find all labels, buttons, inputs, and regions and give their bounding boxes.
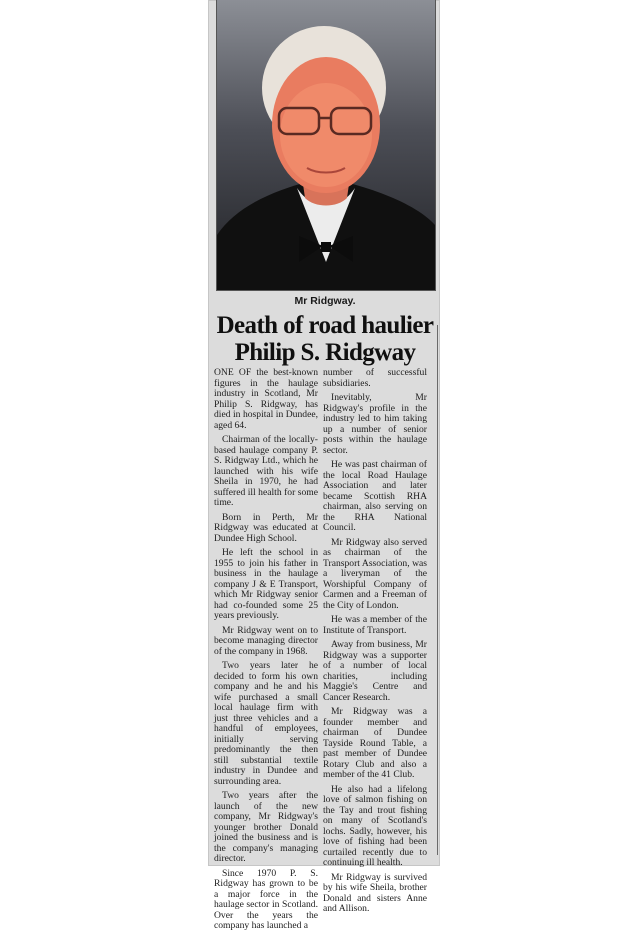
paragraph: Mr Ridgway was a founder member and chairman of Dundee Tayside Round Table, a past member of Dundee Rotary Club and also a member of the 41 Club. xyxy=(323,706,427,780)
paragraph: Two years later he decided to form his own company and he and his wife purchased a small local haulage firm with just three vehicles and a handful of employees, initially serving predominantly the then still substantial textile industry in Dundee and surrounding area. xyxy=(214,660,318,787)
paragraph: Mr Ridgway also served as chairman of the Transport Association, was a liveryman of the Worshipful Company of Carmen and a Freeman of the City of London. xyxy=(323,536,427,611)
paragraph: number of successful subsidiaries. xyxy=(323,367,427,389)
paragraph: Mr Ridgway went on to become managing director of the company in 1968. xyxy=(214,624,318,657)
column-rule xyxy=(437,325,438,855)
headline-line-2: Philip S. Ridgway xyxy=(234,339,416,366)
paragraph: He was a member of the Institute of Transport. xyxy=(323,614,427,636)
article-column-left xyxy=(214,368,318,936)
headline xyxy=(212,312,438,366)
portrait-figure xyxy=(217,0,435,290)
paragraph: He also had a lifelong love of salmon fishing on the Tay and trout fishing on many of Scotland's lochs. Sadly, however, his love of fishing had been curtailed recently due to continuing ill health. xyxy=(323,783,427,868)
paragraph: ONE OF the best-known figures in the haulage industry in Scotland, Mr Philip S. Ridgway, has died in hospital in Dundee, aged 64. xyxy=(214,367,318,431)
paragraph: Mr Ridgway is survived by his wife Sheila, brother Donald and sisters Anne and Allison. xyxy=(323,871,427,914)
portrait-photo xyxy=(216,0,436,291)
paragraph: Born in Perth, Mr Ridgway was educated at Dundee High School. xyxy=(214,511,318,544)
paragraph: He left the school in 1955 to join his father in business in the haulage company J & E Transport, which Mr Ridgway senior had co-founded some 25 years previously. xyxy=(214,547,318,621)
paragraph: He was past chairman of the local Road Haulage Association and later became Scottish RHA chairman, also serving on the RHA National Council. xyxy=(323,459,427,533)
paragraph: Chairman of the locally-based haulage company P. S. Ridgway Ltd., which he launched with his wife Sheila in 1970, he had suffered ill health for some time. xyxy=(214,434,318,508)
paragraph: Since 1970 P. S. Ridgway has grown to be a major force in the haulage sector in Scotland. Over the years the company has launched a xyxy=(214,867,318,931)
paragraph: Inevitably, Mr Ridgway's profile in the industry led to him taking up a number of senior posts within the haulage sector. xyxy=(323,392,427,456)
photo-caption: Mr Ridgway. xyxy=(294,295,356,307)
headline-line-1: Death of road haulier xyxy=(216,312,434,339)
paragraph: Two years after the launch of the new company, Mr Ridgway's younger brother Donald joined the business and is the company's managing director. xyxy=(214,790,318,864)
article-column-right xyxy=(323,368,427,919)
paragraph: Away from business, Mr Ridgway was a supporter of a number of local charities, including Maggie's Centre and Cancer Research. xyxy=(323,639,427,703)
